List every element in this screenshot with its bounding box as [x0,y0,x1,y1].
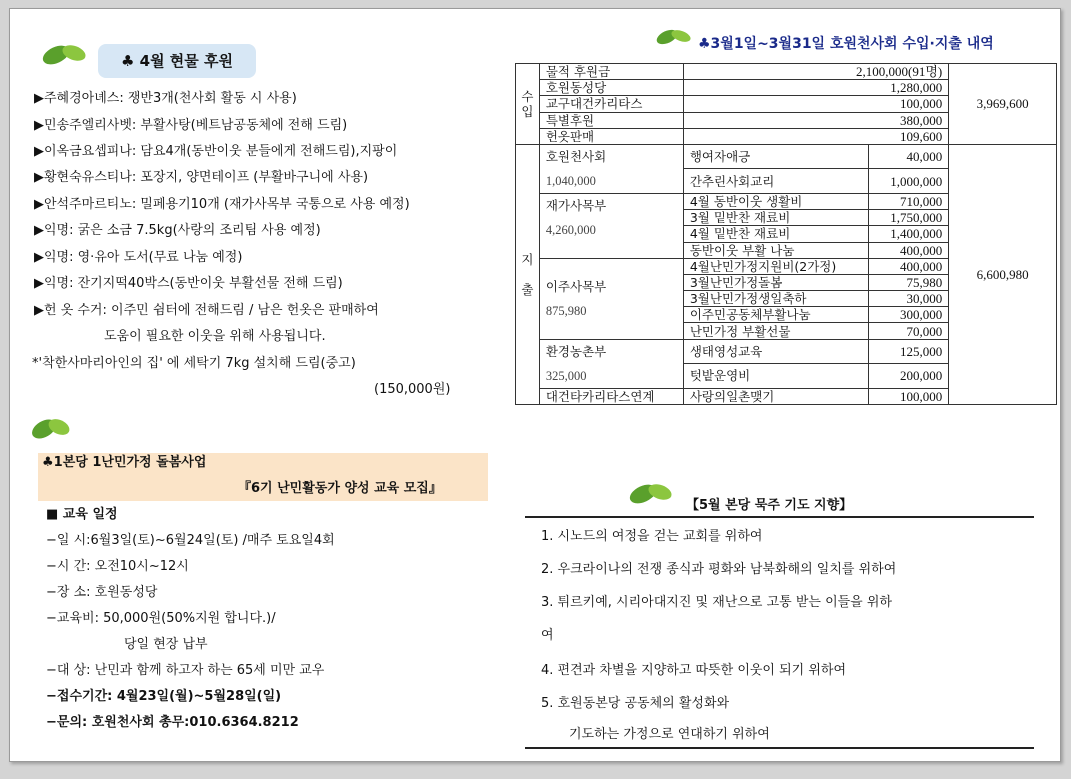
income-total: 3,969,600 [949,64,1057,145]
table-row: 3월난민가정생일축하 30,000 [516,291,1057,307]
leaf-icon [654,23,694,49]
list-item: 도움이 필요한 이웃을 위해 사용됩니다. [104,329,326,344]
finance-title: ♣3월1일~3월31일 호원천사회 수입·지출 내역 [698,36,994,52]
list-item: 당일 현장 납부 [124,637,208,652]
list-item: −대 상: 난민과 함께 하고자 하는 65세 미만 교우 [46,663,325,678]
table-row: 4월 밑반찬 재료비 1,400,000 [516,226,1057,242]
list-item: ▶익명: 굵은 소금 7.5kg(사랑의 조리팀 사용 예정) [34,223,321,238]
income-label: 수 입 [516,64,540,145]
list-item: 여 [541,628,554,643]
list-item: ▶민송주엘리사벳: 부활사탕(베트남공동체에 전해 드림) [34,118,348,133]
table-row: 이주민공동체부활나눔 300,000 [516,307,1057,323]
list-item: 5. 호원동본당 공동체의 활성화와 [541,696,730,711]
prayer-list [525,516,1034,749]
prayer-title: 【5월 본당 묵주 기도 지향】 [686,498,853,513]
list-item: −교육비: 50,000원(50%지원 합니다.)/ [46,611,276,626]
expense-label: 지 출 [516,144,540,404]
table-row: 동반이웃 부활 나눔 400,000 [516,242,1057,258]
list-item: −문의: 호원천사회 총무:010.6364.8212 [46,715,299,730]
expense-total: 6,600,980 [949,144,1057,404]
list-item: −접수기간: 4월23일(월)~5월28일(일) [46,689,282,704]
list-item: −장 소: 호원동성당 [46,585,158,600]
leaf-icon [626,475,676,509]
table-row: 환경농촌부 325,000 생태영성교육 125,000 [516,339,1057,364]
list-item: −일 시:6월3일(토)~6월24일(토) /매주 토요일4회 [46,533,335,548]
refugee-title: ♣1본당 1난민가정 돌봄사업 [42,455,207,470]
table-row: 난민가정 부활선물 70,000 [516,323,1057,339]
donation-title: ♣ 4월 현물 후원 [98,44,256,78]
leaf-icon [28,409,74,445]
table-row: 수 입 물적 후원금 2,100,000(91명) 3,969,600 [516,64,1057,80]
list-item: 2. 우크라이나의 전쟁 종식과 평화와 남북화해의 일치를 위하여 [541,562,897,577]
newsletter-page [9,8,1061,762]
finance-table [515,63,1057,405]
list-item: 4. 편견과 차별을 지양하고 따뜻한 이웃이 되기 위하여 [541,663,847,678]
table-row: 3월난민가정돌봄 75,980 [516,274,1057,290]
table-row: 텃밭운영비 200,000 [516,364,1057,389]
table-row: 교구대건카리타스 100,000 [516,96,1057,112]
list-item: ▶안석주마르티노: 밀페용기10개 (재가사목부 국통으로 사용 예정) [34,197,410,212]
list-item: 기도하는 가정으로 연대하기 위하여 [569,727,770,742]
list-item: 1. 시노드의 여정을 걷는 교회를 위하여 [541,529,763,544]
table-row: 대건타카리타스연계 사랑의일촌맺기 100,000 [516,388,1057,404]
schedule-heading: ■ 교육 일정 [46,507,118,522]
list-item: ▶익명: 잔기지떡40박스(동반이웃 부활선물 전해 드림) [34,276,343,291]
list-item: ▶이옥금요셉피나: 담요4개(동반이웃 분들에게 전해드림),지팡이 [34,144,398,159]
leaf-icon [40,37,90,71]
list-item: ▶황현숙유스티나: 포장지, 양면테이프 (부활바구니에 사용) [34,170,369,185]
list-item: −시 간: 오전10시~12시 [46,559,189,574]
refugee-subtitle: 『6기 난민활동가 양성 교육 모집』 [238,481,442,496]
table-row: 간추린사회교리 1,000,000 [516,169,1057,194]
list-item: *'착한사마리아인의 집' 에 세탁기 7kg 설치해 드림(중고) [32,356,356,371]
table-row: 이주사목부 875,980 4월난민가정지원비(2가정) 400,000 [516,258,1057,274]
table-row: 특별후원 380,000 [516,112,1057,128]
list-item: ▶주혜경아녜스: 쟁반3개(천사회 활동 시 사용) [34,91,297,106]
table-row: 재가사목부 4,260,000 4월 동반이웃 생활비 710,000 [516,193,1057,209]
table-row: 헌옷판매 109,600 [516,128,1057,144]
list-item: ▶헌 옷 수거: 이주민 쉼터에 전해드림 / 남은 헌옷은 판매하여 [34,303,379,318]
table-row: 3월 밑반찬 재료비 1,750,000 [516,210,1057,226]
table-row: 호원동성당 1,280,000 [516,80,1057,96]
list-item: (150,000원) [374,382,451,397]
list-item: ▶익명: 영·유아 도서(무료 나눔 예정) [34,250,243,265]
list-item: 3. 튀르키예, 시리아대지진 및 재난으로 고통 받는 이들을 위하 [541,595,892,610]
table-row: 지 출 호원천사회 1,040,000 행여자애긍 40,000 6,600,980 [516,144,1057,169]
